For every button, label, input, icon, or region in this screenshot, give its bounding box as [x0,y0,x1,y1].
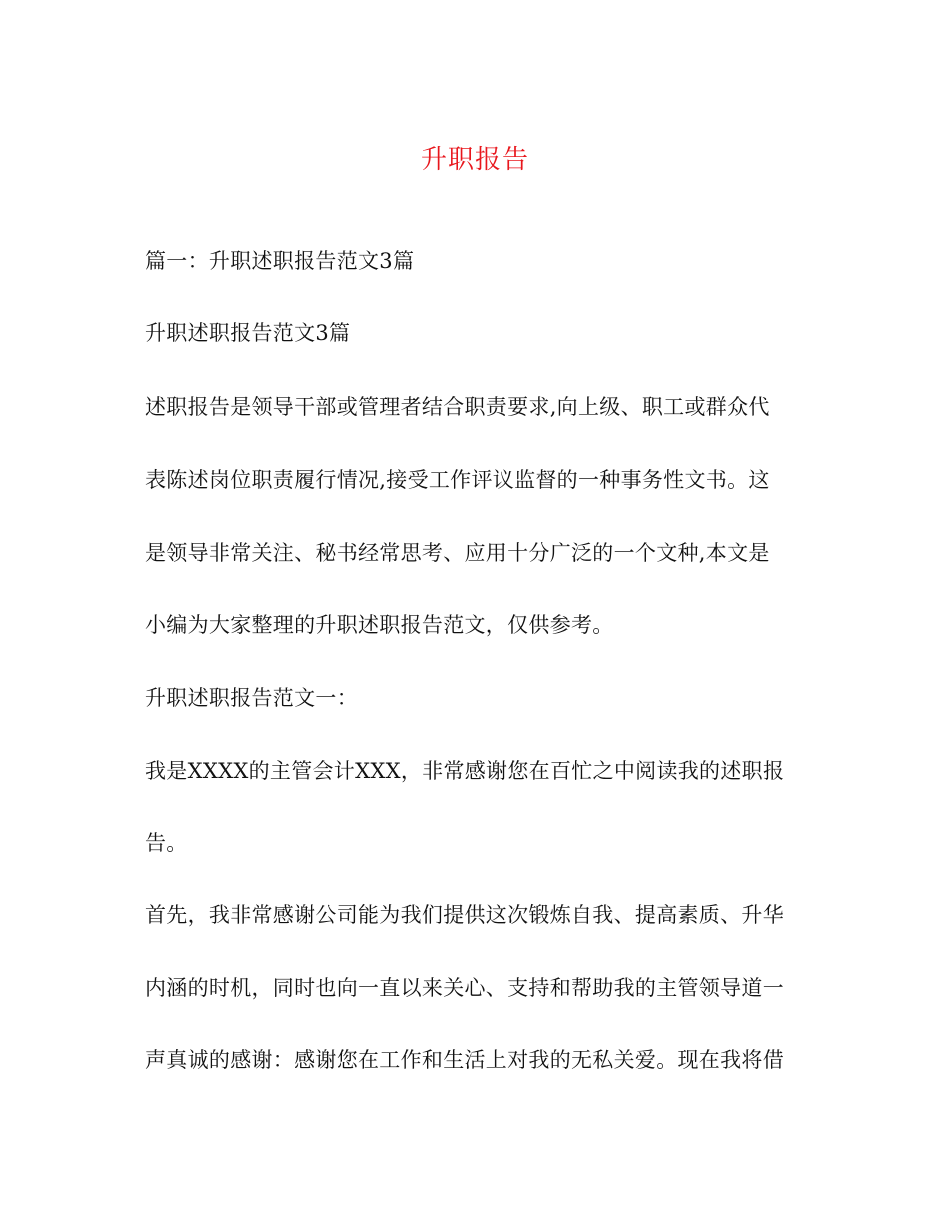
document-title: 升职报告 [420,145,529,175]
text-line: 首先，我非常感谢公司能为我们提供这次锻炼自我、提高素质、升华 [145,903,784,927]
text-line: 声真诚的感谢：感谢您在工作和生活上对我的无私关爱。现在我将借 [145,1048,784,1072]
text-line: 内涵的时机，同时也向一直以来关心、支持和帮助我的主管领导道一 [145,976,784,1000]
text-line: 篇一：升职述职报告范文3篇 [145,249,415,273]
text-line: 升职述职报告范文3篇 [145,321,351,345]
text-line: 述职报告是领导干部或管理者结合职责要求,向上级、职工或群众代 [145,395,770,419]
text-line: 是领导非常关注、秘书经常思考、应用十分广泛的一个文种,本文是 [145,541,770,565]
text-line: 告。 [145,831,188,855]
text-line: 升职述职报告范文一： [145,686,358,710]
text-line: 小编为大家整理的升职述职报告范文，仅供参考。 [145,613,614,637]
text-line: 我是XXXX的主管会计XXX，非常感谢您在百忙之中阅读我的述职报 [145,759,785,783]
text-line: 表陈述岗位职责履行情况,接受工作评议监督的一种事务性文书。这 [145,468,770,492]
